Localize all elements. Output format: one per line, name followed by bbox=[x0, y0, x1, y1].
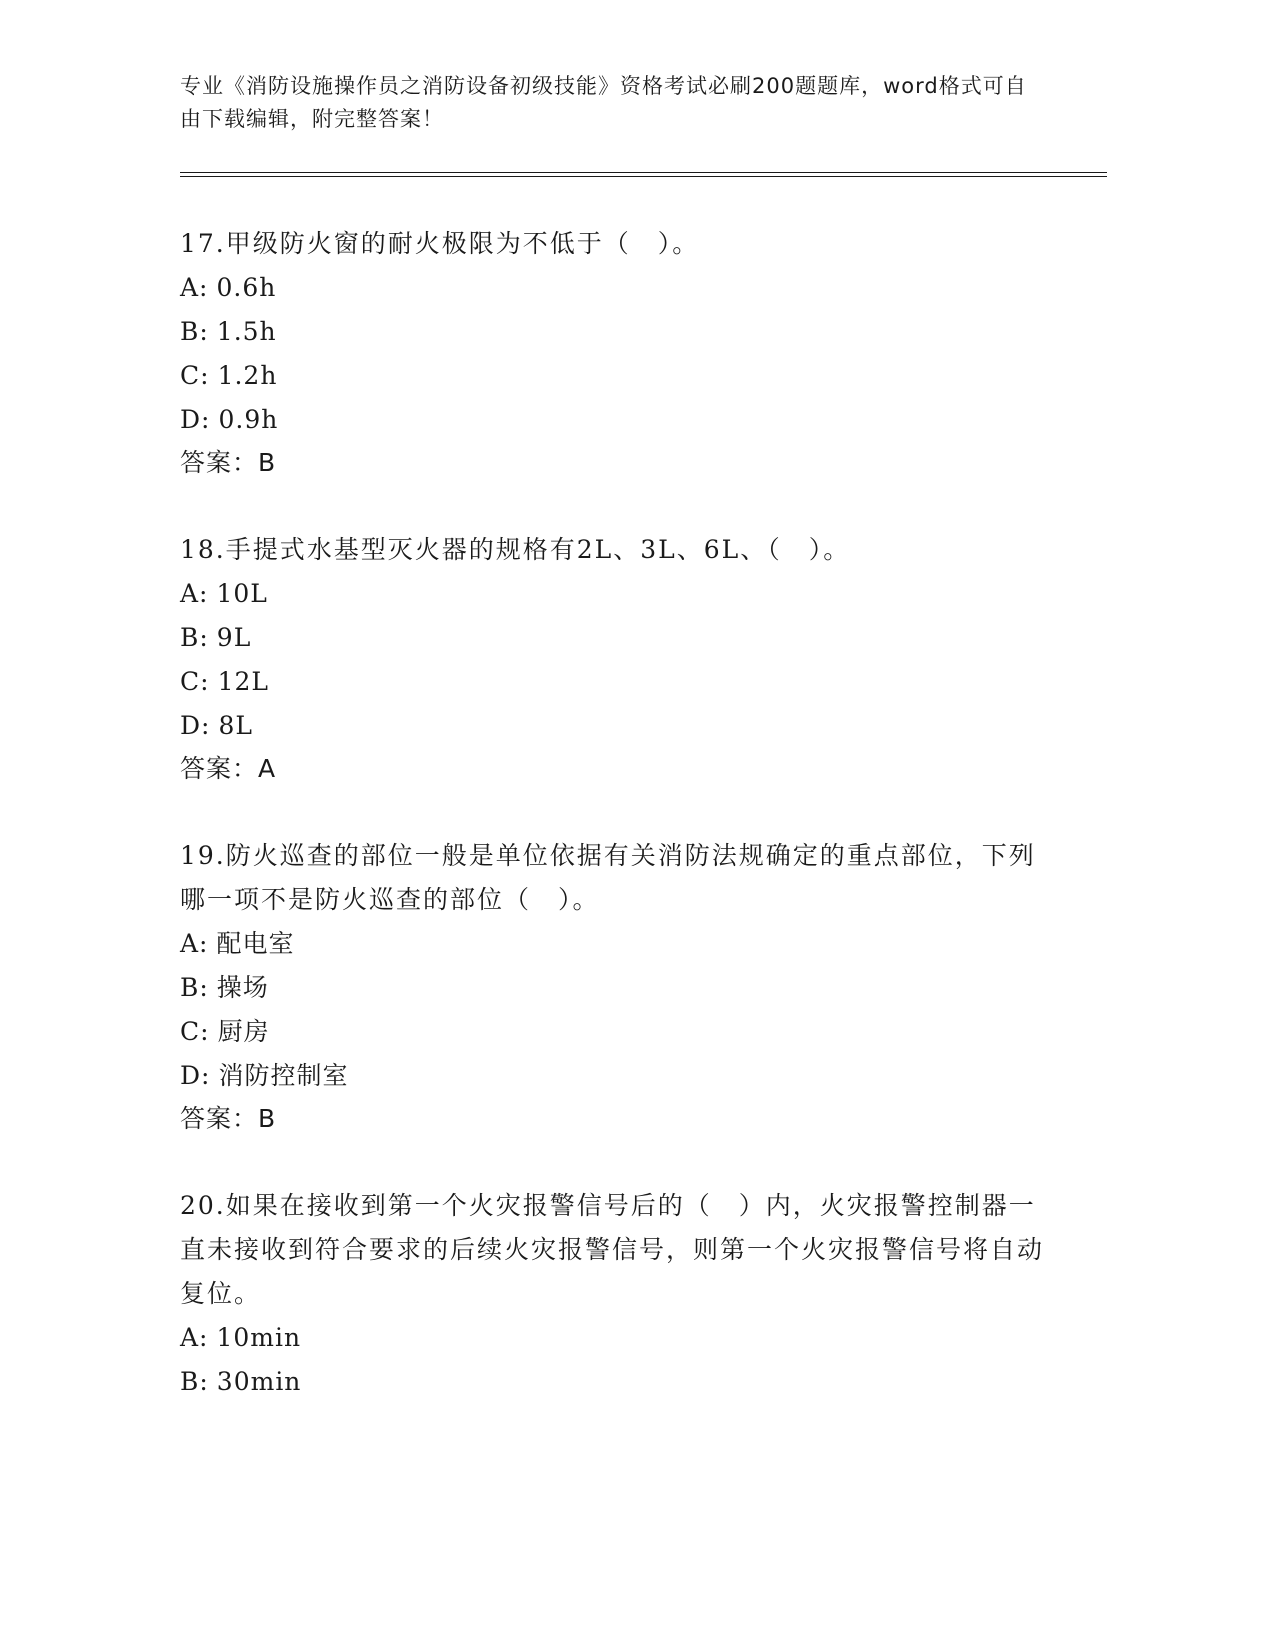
option-text: 0.9h bbox=[218, 405, 279, 434]
answer-line: 答案：B bbox=[180, 1104, 277, 1133]
option-letter: A: bbox=[180, 579, 209, 608]
option-letter: A: bbox=[180, 273, 209, 302]
answer-line: 答案：B bbox=[180, 448, 277, 477]
header-divider-top bbox=[180, 172, 1107, 173]
document-header: 专业《消防设施操作员之消防设备初级技能》资格考试必刷200题题库，word格式可自由下载编辑，附完整答案！ bbox=[180, 74, 1027, 131]
question-stem: 17.甲级防火窗的耐火极限为不低于（ ）。 bbox=[180, 229, 700, 258]
option-a bbox=[180, 922, 1050, 966]
question-stem: 19.防火巡查的部位一般是单位依据有关消防法规确定的重点部位，下列哪一项不是防火巡查的部位（ ）。 bbox=[180, 841, 1036, 914]
option-c bbox=[180, 354, 1050, 398]
question-18 bbox=[180, 528, 1050, 790]
option-letter: B: bbox=[180, 317, 209, 346]
option-letter: B: bbox=[180, 1367, 209, 1396]
option-text: 8L bbox=[218, 711, 253, 740]
question-20 bbox=[180, 1184, 1050, 1404]
option-a bbox=[180, 1316, 1050, 1360]
question-list bbox=[180, 222, 1050, 1448]
option-d bbox=[180, 1054, 1050, 1098]
option-text: 12L bbox=[217, 667, 269, 696]
header-divider-bottom bbox=[180, 176, 1107, 177]
option-text: 消防控制室 bbox=[218, 1061, 349, 1090]
option-b bbox=[180, 310, 1050, 354]
option-b bbox=[180, 1360, 1050, 1404]
option-b bbox=[180, 616, 1050, 660]
option-text: 9L bbox=[216, 623, 252, 652]
option-text: 10L bbox=[216, 579, 268, 608]
option-letter: D: bbox=[180, 711, 211, 740]
answer-line: 答案：A bbox=[180, 754, 277, 783]
option-d bbox=[180, 704, 1050, 748]
option-letter: A: bbox=[180, 929, 209, 958]
question-17 bbox=[180, 222, 1050, 484]
option-letter: C: bbox=[180, 667, 210, 696]
option-letter: B: bbox=[180, 973, 209, 1002]
question-stem: 18.手提式水基型灭火器的规格有2L、3L、6L、（ ）。 bbox=[180, 535, 851, 564]
option-text: 0.6h bbox=[216, 273, 277, 302]
option-letter: C: bbox=[180, 361, 210, 390]
option-text: 操场 bbox=[216, 973, 269, 1002]
option-c bbox=[180, 660, 1050, 704]
option-letter: D: bbox=[180, 1061, 211, 1090]
option-d bbox=[180, 398, 1050, 442]
option-text: 30min bbox=[216, 1367, 302, 1396]
option-c bbox=[180, 1010, 1050, 1054]
option-text: 厨房 bbox=[217, 1017, 270, 1046]
option-letter: C: bbox=[180, 1017, 210, 1046]
question-stem: 20.如果在接收到第一个火灾报警信号后的（ ）内，火灾报警控制器一直未接收到符合要求的后续火灾报警信号，则第一个火灾报警信号将自动复位。 bbox=[180, 1191, 1045, 1308]
option-letter: B: bbox=[180, 623, 209, 652]
question-19 bbox=[180, 834, 1050, 1140]
option-letter: A: bbox=[180, 1323, 209, 1352]
option-text: 配电室 bbox=[216, 929, 295, 958]
option-text: 1.5h bbox=[216, 317, 277, 346]
option-text: 10min bbox=[216, 1323, 302, 1352]
option-a bbox=[180, 572, 1050, 616]
option-b bbox=[180, 966, 1050, 1010]
option-letter: D: bbox=[180, 405, 211, 434]
option-text: 1.2h bbox=[217, 361, 278, 390]
option-a bbox=[180, 266, 1050, 310]
